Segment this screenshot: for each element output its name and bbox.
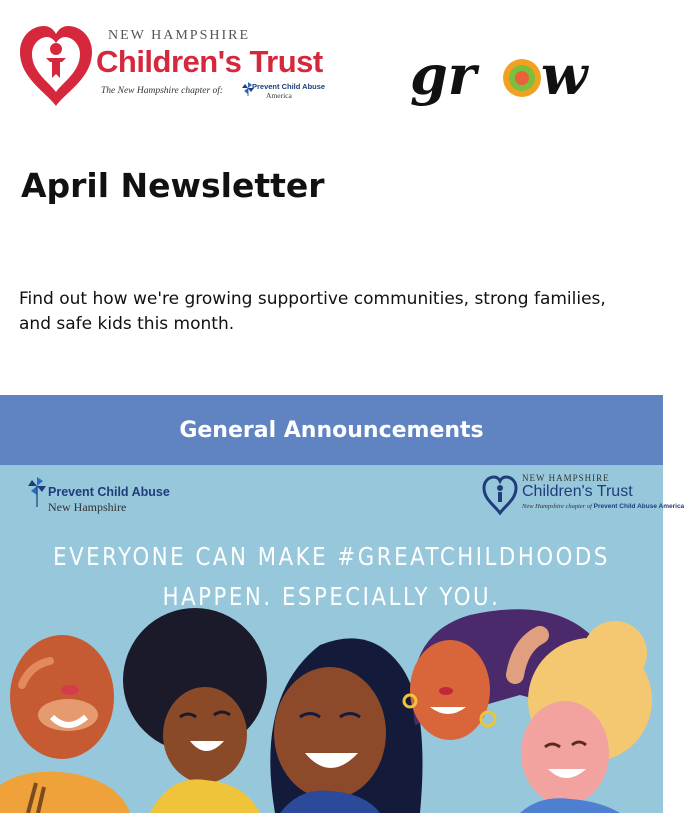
person-center-woman [270, 638, 422, 813]
banner-headline [50, 537, 614, 617]
pca-logo-name: Prevent Child Abuse [48, 485, 170, 499]
newsletter-intro: Find out how we're growing supportive communities, strong families, and safe kids this month. [19, 289, 606, 334]
banner-headline-line1: EVERYONE CAN MAKE #GREATCHILDHOODS [53, 542, 610, 571]
grow-logo[interactable] [410, 44, 610, 108]
banner-headline-line2: HAPPEN. ESPECIALLY YOU. [162, 582, 501, 611]
logo-pca-name: Prevent Child Abuse [252, 82, 326, 91]
person-curly-hair [123, 608, 267, 813]
great-childhoods-banner-image[interactable] [0, 465, 684, 813]
logo-pca-text [252, 82, 325, 100]
logo-chapter-line: The New Hampshire chapter of: [101, 86, 224, 96]
newsletter-title: April Newsletter [21, 166, 325, 205]
mini-logo-name: Children's Trust [522, 483, 633, 500]
person-bald-man [0, 635, 130, 813]
mini-logo-chapter [522, 503, 684, 510]
grow-logo-text-w: w [541, 43, 588, 107]
logo-name: Children's Trust [96, 44, 323, 79]
mini-logo-pca: Prevent Child Abuse America [593, 503, 684, 510]
pinwheel-icon [28, 477, 46, 507]
grow-logo-o-inner [515, 71, 529, 85]
mini-logo-chapter-text: New Hampshire chapter of [522, 503, 592, 510]
logo-pca-region: America [266, 91, 292, 100]
pca-logo-state: New Hampshire [48, 500, 127, 514]
logo-state-line: NEW HAMPSHIRE [108, 28, 251, 43]
prevent-child-abuse-nh-logo [28, 475, 188, 515]
grow-logo-text-g: gr [410, 43, 477, 107]
childrens-trust-mini-logo [482, 473, 684, 521]
heart-logo-icon [16, 22, 96, 108]
heart-outline-icon [482, 475, 518, 515]
section-header [0, 395, 663, 465]
childrens-trust-logo[interactable] [16, 22, 351, 112]
section-title: General Announcements [179, 417, 484, 443]
mini-logo-state: NEW HAMPSHIRE [522, 473, 610, 483]
newsletter-header [0, 0, 663, 120]
